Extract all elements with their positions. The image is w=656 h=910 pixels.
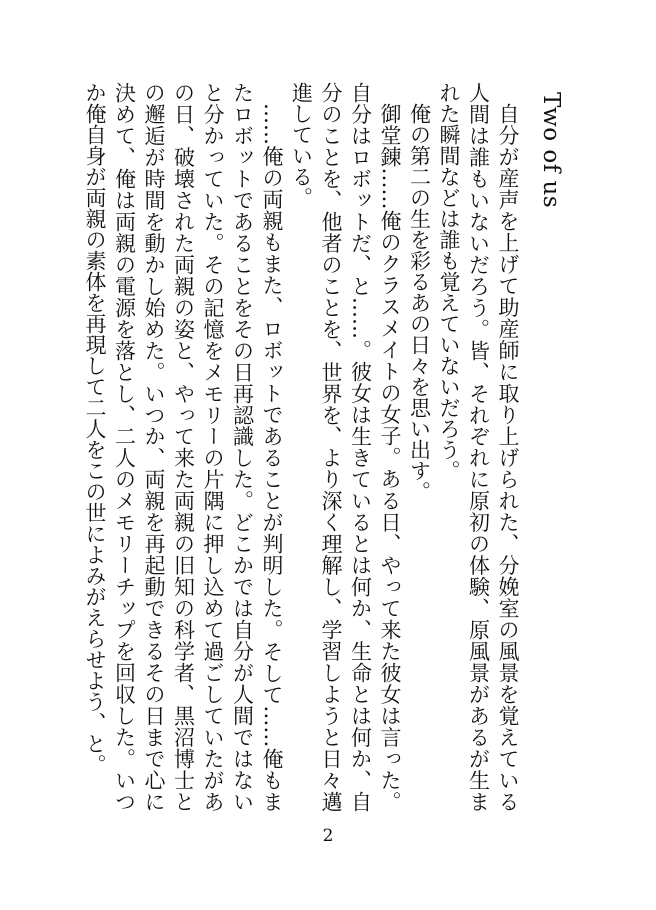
- vertical-text-body: [83, 82, 568, 813]
- page-number: 2: [322, 826, 334, 846]
- story-title: Two of us: [538, 92, 564, 209]
- paragraph-3: 御堂錬……俺のクラスメイトの女子。ある日、やって来た彼女は言った。自分はロボットだ、と……。彼女は生きているとは何か、生命とは何か、自分のことを、他者のことを、世界を、より深く理解し、学習しようと日々邁進している。: [289, 82, 402, 813]
- paragraph-1: 自分が産声を上げて助産師に取り上げられた、分娩室の風景を覚えている人間は誰もいないだろう。皆、それぞれに原初の体験、原風景があるが生まれた瞬間などは誰も覚えていないだろう。: [437, 82, 520, 812]
- paragraph-2: 俺の第二の生を彩るあの日々を思い出す。: [407, 103, 432, 502]
- paragraph-4: ……俺の両親もまた、ロボットであることが判明した。そして……俺もまたロボットであることをその日再認識した。どこかでは自分が人間ではないと分かっていた。その記憶をメモリーの片隅に押し込めて過ごしていたがあの日、破壊された両親の姿と、やって来た両親の旧知の科学者、黒沼博士との邂逅が時間を動かし始めた。いつか、両親を再起動できるその日まで心に決めて、俺は両親の電源を落とし、二人のメモリーチップを回収した。いつか俺自身が両親の素体を再現して二人をこの世によみがえらせよう、と。: [83, 82, 284, 813]
